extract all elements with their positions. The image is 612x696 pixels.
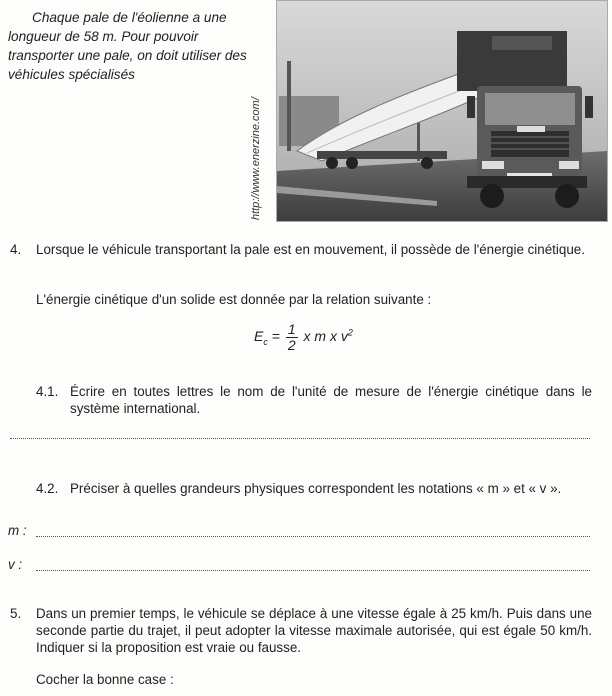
question-4-number: 4.	[10, 242, 22, 257]
relation-intro: L'énergie cinétique d'un solide est donnée par la relation suivante :	[36, 292, 432, 307]
question-5-text: Dans un premier temps, le véhicule se déplace à une vitesse égale à 25 km/h. Puis dans une seconde partie du trajet, il peut adopter la vitesse maximale autorisée, qui est égale 50 km/h. Indiquer si la proposition est vraie ou fausse.	[36, 606, 592, 655]
formula-rhs-sup: 2	[347, 327, 353, 338]
question-4-2-number: 4.2.	[36, 481, 59, 496]
formula-fraction	[286, 322, 298, 353]
formula-rhs: x m x v	[299, 328, 348, 345]
answer-line-v[interactable]	[36, 569, 590, 571]
question-4-2-text: Préciser à quelles grandeurs physiques correspondent les notations « m » et « v ».	[70, 481, 562, 496]
formula-lhs: E	[254, 328, 264, 345]
v-label: v :	[8, 557, 23, 572]
answer-line-4-1[interactable]	[10, 437, 590, 439]
formula-numerator: 1	[287, 321, 296, 337]
formula-equals: =	[267, 328, 284, 345]
formula-lhs-sub: c	[263, 337, 268, 347]
question-4-1-text: Écrire en toutes lettres le nom de l'unité de mesure de l'énergie cinétique dans le système international.	[70, 384, 592, 416]
answer-line-m[interactable]	[36, 535, 590, 537]
photo-credit: http://www.enerzine.com/	[250, 97, 262, 220]
check-instruction: Cocher la bonne case :	[36, 672, 174, 687]
truck-photo	[276, 0, 608, 222]
intro-caption: Chaque pale de l'éolienne a une longueur de 58 m. Pour pouvoir transporter une pale, on doit utiliser des véhicules spécialisés	[8, 10, 247, 82]
m-label: m :	[8, 523, 27, 538]
question-5-number: 5.	[10, 606, 22, 621]
question-4-text: Lorsque le véhicule transportant la pale est en mouvement, il possède de l'énergie cinétique.	[36, 242, 585, 257]
formula-denominator: 2	[287, 337, 296, 353]
truck-photo-icon	[277, 1, 607, 221]
question-4-1-number: 4.1.	[36, 384, 59, 399]
kinetic-energy-formula	[254, 322, 353, 353]
